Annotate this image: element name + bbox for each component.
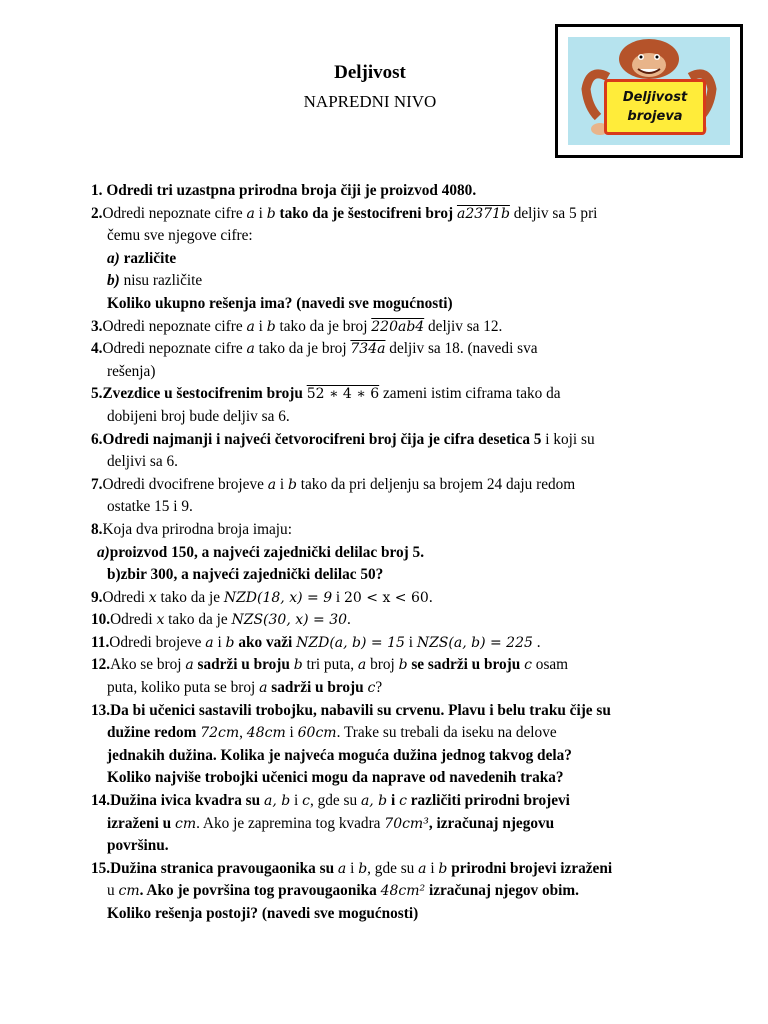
problem-14-line3: površinu. xyxy=(107,837,169,855)
math-expression: NZD(a, b) = 15 xyxy=(296,634,405,651)
problem-text: . xyxy=(532,633,541,651)
problem-text: , izračunaj njegovu xyxy=(428,814,555,832)
problem-text: . Ako je zapremina tog kvadra xyxy=(196,814,385,832)
problem-text: Koja dva prirodna broja imaju: xyxy=(102,520,292,538)
math-expression: NZD(18, x) = 9 xyxy=(223,589,333,606)
math-var: a xyxy=(185,657,194,674)
problem-text: Odredi xyxy=(110,611,157,629)
problem-7-line2: ostatke 15 i 9. xyxy=(107,498,193,516)
math-var: a xyxy=(418,860,427,877)
problem-text: i xyxy=(426,859,439,877)
problem-14-line2 xyxy=(91,813,691,836)
problem-13-line3: jednakih dužina. Kolika je najveća moguća dužina jednog takvog dela? xyxy=(107,746,572,764)
problem-text: Odredi brojeve xyxy=(109,633,206,651)
problem-number: 14. xyxy=(91,792,111,810)
problem-text: Odredi xyxy=(102,588,149,606)
problem-text: sadrži u broju xyxy=(193,656,294,674)
option-text: različite xyxy=(119,249,177,267)
problem-10 xyxy=(91,609,691,632)
problem-text: tako da je šestocifreni broj xyxy=(275,204,457,222)
option-text: nisu različite xyxy=(119,272,203,290)
problem-12 xyxy=(91,654,691,677)
problem-number: 8. xyxy=(91,520,103,538)
problem-text: i xyxy=(387,792,400,810)
problem-text: različiti prirodni brojevi xyxy=(406,792,570,810)
problem-text: ? xyxy=(375,679,383,697)
problem-13-line4: Koliko najviše trobojki učenici mogu da naprave od navedenih traka? xyxy=(107,769,564,787)
math-var: a xyxy=(357,657,367,674)
problem-15-line2 xyxy=(91,880,691,903)
problem-text: Odredi dvocifrene brojeve xyxy=(102,475,268,493)
math-number: 220ab4 xyxy=(371,318,425,335)
math-value: 48cm xyxy=(246,725,286,742)
problem-text: izračunaj njegov obim. xyxy=(425,882,579,900)
problem-3 xyxy=(91,316,691,339)
problem-text: i xyxy=(254,204,267,222)
problem-text: Dužina stranica pravougaonika su xyxy=(110,859,338,877)
logo-text-line2: brojeva xyxy=(627,109,683,124)
problem-text: Dužina ivica kvadra su xyxy=(110,792,264,810)
problem-text: Ako se broj xyxy=(110,656,186,674)
math-var: b xyxy=(287,476,297,493)
problem-number: 2. xyxy=(91,204,103,222)
option-label: a) xyxy=(97,543,110,561)
math-var: b xyxy=(293,657,303,674)
problem-text: , xyxy=(239,724,247,742)
problem-text: deljiv sa 18. (navedi sva xyxy=(385,340,538,358)
math-var: b xyxy=(358,860,368,877)
math-var: b xyxy=(266,318,276,335)
problem-text: , gde su xyxy=(309,792,361,810)
math-var: c xyxy=(367,680,376,697)
problem-number: 6. xyxy=(91,430,103,448)
logo-text-line1: Deljivost xyxy=(622,90,688,105)
math-value: 70cm³ xyxy=(384,815,429,832)
math-var: a xyxy=(246,318,255,335)
problem-text: Odredi nepoznate cifre xyxy=(102,317,247,335)
problem-text: tako da je xyxy=(164,611,232,629)
problem-2-line5: Koliko ukupno rešenja ima? (navedi sve mogućnosti) xyxy=(107,294,453,312)
problem-text: se sadrži u broju xyxy=(407,656,525,674)
problem-13 xyxy=(91,700,691,723)
math-value: 48cm² xyxy=(380,883,426,900)
math-var: a xyxy=(259,680,268,697)
problem-text: . xyxy=(428,588,433,606)
problem-9 xyxy=(91,587,691,610)
math-var: a xyxy=(246,341,255,358)
problem-text: deljiv sa 12. xyxy=(424,317,503,335)
math-var: a, b xyxy=(360,793,388,810)
problem-7 xyxy=(91,474,691,497)
math-expression: NZS(30, x) = 30 xyxy=(231,612,348,629)
problem-12-line2 xyxy=(91,677,691,700)
problem-6-line2: deljivi sa 6. xyxy=(107,453,178,471)
option-label: b) xyxy=(107,566,121,584)
problem-number: 1. xyxy=(91,182,103,199)
problem-text: Odredi nepoznate cifre xyxy=(102,340,247,358)
problem-text: tri puta, xyxy=(302,656,358,674)
math-expression: 20 < x < 60 xyxy=(344,589,429,606)
problem-text: puta, koliko puta se broj xyxy=(107,679,260,697)
problem-2 xyxy=(91,203,691,226)
math-var: c xyxy=(302,793,310,810)
problem-text: i xyxy=(276,475,288,493)
problem-text: tako da je broj xyxy=(275,317,372,335)
math-var: a xyxy=(205,634,214,651)
problem-text: broj xyxy=(366,656,399,674)
math-var: b xyxy=(266,205,276,222)
option-label: a) xyxy=(107,249,120,267)
math-value: 60cm xyxy=(297,725,337,742)
math-var: a xyxy=(337,860,347,877)
problem-text: dužine redom xyxy=(107,724,201,742)
problem-text: i xyxy=(285,724,298,742)
problem-text: deljiv sa 5 pri xyxy=(509,204,598,222)
problem-text: tako da pri deljenju sa brojem 24 daju redom xyxy=(296,475,576,493)
problem-8 xyxy=(91,519,691,542)
problem-text: osam xyxy=(531,656,569,674)
option-text: zbir 300, a najveći zajednički delilac 50? xyxy=(120,566,384,584)
math-var: x xyxy=(156,612,165,629)
problem-text: izraženi u xyxy=(107,814,175,832)
math-var: b xyxy=(225,634,235,651)
math-expression: NZS(a, b) = 225 xyxy=(416,634,533,651)
problem-text: , gde su xyxy=(367,859,419,877)
math-var: b xyxy=(398,657,408,674)
problem-13-line2 xyxy=(91,722,691,745)
logo-sign xyxy=(604,79,706,135)
problem-text: tako da je broj xyxy=(254,340,351,358)
problem-2-b xyxy=(91,270,691,293)
problem-8-a xyxy=(91,542,691,565)
math-number: 734a xyxy=(350,341,386,358)
problem-text: i koji su xyxy=(541,430,595,448)
problem-number: 5. xyxy=(91,385,103,403)
problem-2-line2: čemu sve njegove cifre: xyxy=(107,227,253,245)
problem-text: . Trake su trebali da iseku na delove xyxy=(336,724,557,742)
math-var: cm xyxy=(174,815,197,832)
problem-text: i xyxy=(254,317,267,335)
problem-number: 4. xyxy=(91,340,103,358)
problem-11 xyxy=(91,632,691,655)
problem-text: Odredi najmanji i najveći četvorocifreni broj čija je cifra desetica 5 xyxy=(102,430,542,448)
math-var: cm xyxy=(118,883,140,900)
problem-number: 7. xyxy=(91,475,103,493)
problem-text: i xyxy=(404,633,417,651)
problem-number: 15. xyxy=(91,859,111,877)
problem-number: 11. xyxy=(91,633,110,651)
problem-1 xyxy=(91,180,691,203)
math-var: x xyxy=(148,589,157,606)
option-text: proizvod 150, a najveći zajednički delilac broj 5. xyxy=(109,543,425,561)
math-var: b xyxy=(438,860,448,877)
problem-text: Odredi nepoznate cifre xyxy=(102,204,247,222)
problem-4-line2: rešenja) xyxy=(107,362,156,380)
problem-4 xyxy=(91,338,691,361)
math-number: 52 ∗ 4 ∗ 6 xyxy=(306,386,380,403)
problem-text: i xyxy=(290,792,303,810)
problem-number: 3. xyxy=(91,317,103,335)
problem-text: Odredi tri uzastpna prirodna broja čiji je proizvod 4080. xyxy=(106,182,477,199)
page-subtitle: NAPREDNI NIVO xyxy=(303,92,437,111)
math-var: a xyxy=(246,205,255,222)
problem-text: Da bi učenici sastavili trobojku, nabavili su crvenu. Plavu i belu traku čije su xyxy=(110,701,611,719)
math-var: c xyxy=(524,657,532,674)
problem-5-line2: dobijeni broj bude deljiv sa 6. xyxy=(107,407,290,425)
page-title: Deljivost xyxy=(334,62,406,83)
problem-text: . Ako je površina tog pravougaonika xyxy=(139,882,381,900)
logo-image xyxy=(555,24,743,158)
problem-number: 13. xyxy=(91,701,111,719)
problem-text: tako da je xyxy=(156,588,224,606)
problem-15-line3: Koliko rešenja postoji? (navedi sve mogućnosti) xyxy=(107,905,419,922)
problem-2-a xyxy=(91,248,691,271)
logo-background xyxy=(568,37,730,145)
problem-text: i xyxy=(332,588,345,606)
math-var: a, b xyxy=(263,793,291,810)
problem-text: i xyxy=(346,859,359,877)
problem-text: . xyxy=(347,611,351,629)
problem-number: 10. xyxy=(91,611,111,629)
problem-8-b xyxy=(91,564,691,587)
option-label: b) xyxy=(107,272,120,290)
math-value: 72cm xyxy=(200,725,240,742)
problem-6 xyxy=(91,429,691,452)
problem-text: Zvezdice u šestocifrenim broju xyxy=(102,385,307,403)
problem-list xyxy=(91,180,691,926)
math-number: a2371b xyxy=(456,205,510,222)
problem-text: i xyxy=(213,633,226,651)
problem-number: 9. xyxy=(91,588,103,606)
math-var: c xyxy=(399,793,407,810)
problem-text: sadrži u broju xyxy=(267,679,368,697)
problem-14 xyxy=(91,790,691,813)
problem-15 xyxy=(91,858,691,881)
problem-number: 12. xyxy=(91,656,111,674)
problem-text: ako važi xyxy=(234,633,297,651)
problem-text: zameni istim ciframa tako da xyxy=(379,385,561,403)
problem-5 xyxy=(91,383,691,406)
math-var: a xyxy=(267,476,277,493)
problem-text: prirodni brojevi izraženi xyxy=(447,859,613,877)
problem-text: u xyxy=(107,882,119,900)
